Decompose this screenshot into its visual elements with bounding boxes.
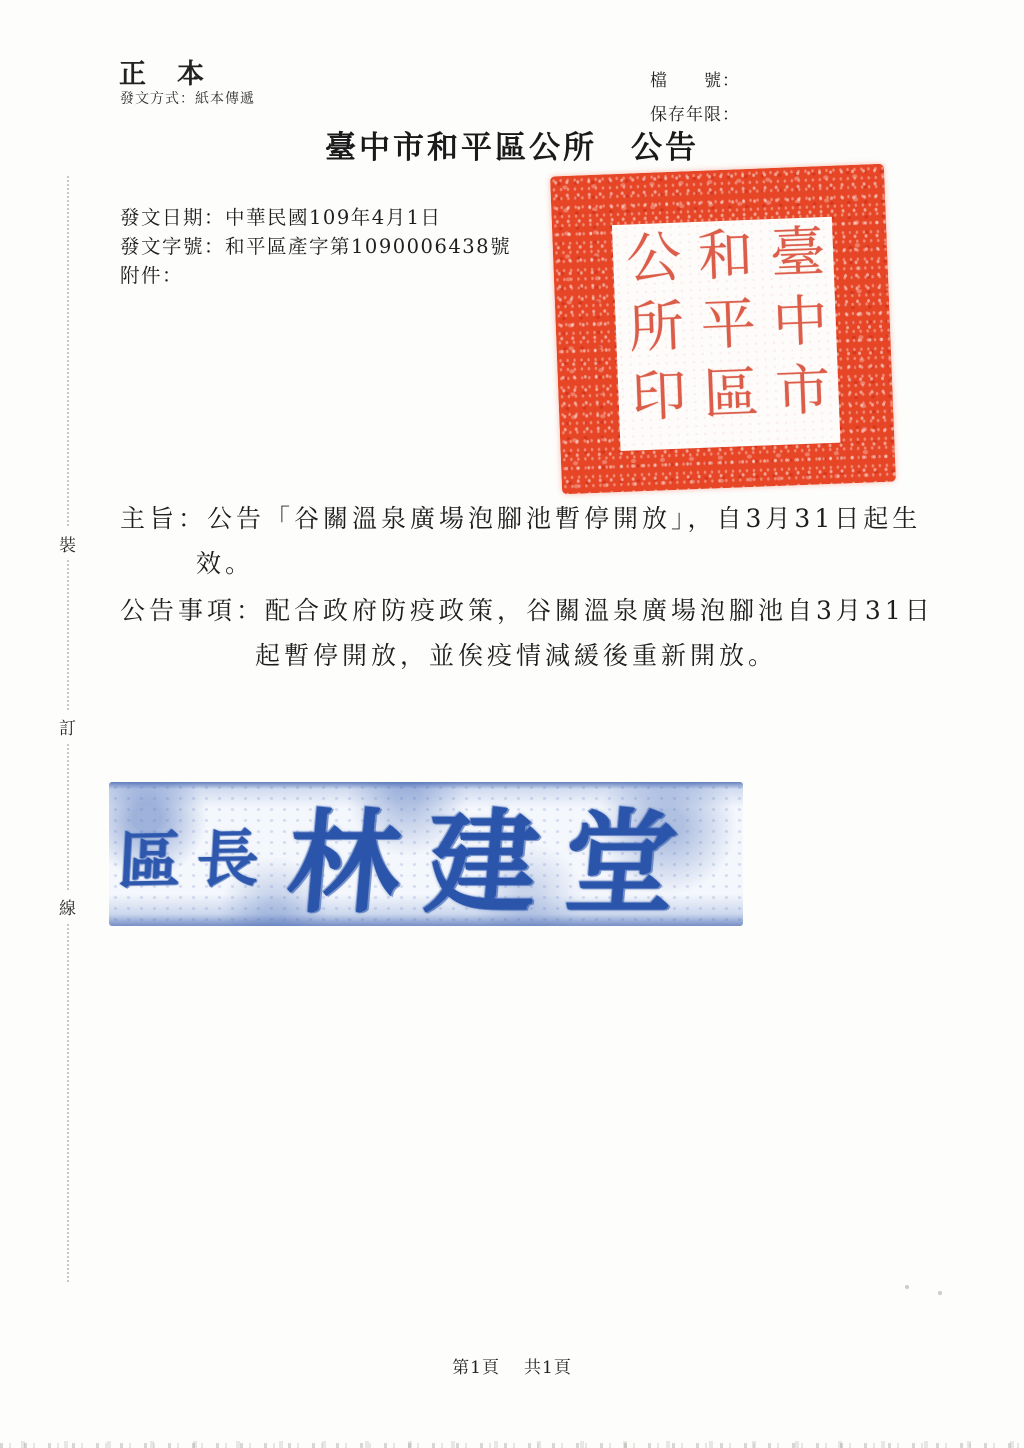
file-number-label: 檔 號： bbox=[650, 71, 740, 91]
scan-noise-strip bbox=[0, 1438, 1024, 1448]
copy-type-label: 正 本 bbox=[119, 59, 206, 90]
document-meta bbox=[120, 203, 511, 290]
official-seal-inner bbox=[612, 217, 841, 451]
footer-page-number: 第1頁 bbox=[452, 1358, 500, 1378]
announcement-paragraph bbox=[120, 588, 934, 678]
document-title: 臺中市和平區公所 公告 bbox=[325, 130, 699, 166]
delivery-method-label: 發文方式：紙本傳遞 bbox=[120, 91, 255, 107]
announcement-line-1: 公告事項：配合政府防疫政策，谷關溫泉廣場泡腳池自3月31日 bbox=[120, 596, 934, 625]
doc-number: 發文字號：和平區產字第1090006438號 bbox=[120, 235, 512, 258]
retention-period-label: 保存年限： bbox=[650, 105, 740, 125]
signature-stamp bbox=[109, 782, 743, 929]
subject-line-1: 主旨：公告「谷關溫泉廣場泡腳池暫停開放」，自3月31日起生 bbox=[120, 504, 922, 533]
signature-stamp-title: 區長 bbox=[116, 821, 277, 897]
binding-mark-zhuang: 裝 bbox=[57, 528, 78, 559]
binding-mark-xian: 線 bbox=[57, 891, 78, 922]
page-footer bbox=[0, 1353, 1024, 1378]
signature-stamp-name: 林建堂 bbox=[282, 797, 708, 929]
official-seal-stamp bbox=[550, 164, 896, 495]
subject-paragraph bbox=[120, 496, 930, 586]
binding-mark-ding: 訂 bbox=[57, 711, 78, 742]
issue-date: 發文日期：中華民國109年4月1日 bbox=[120, 206, 442, 229]
official-seal-text: 臺中市和平區公所印 bbox=[616, 222, 832, 437]
subject-line-2: 效。 bbox=[196, 549, 255, 578]
announcement-line-2: 起暫停開放，並俟疫情減緩後重新開放。 bbox=[255, 641, 778, 670]
attachment-label: 附件： bbox=[120, 264, 184, 287]
scan-speck bbox=[905, 1285, 909, 1289]
scan-speck bbox=[938, 1291, 942, 1295]
footer-total-pages: 共1頁 bbox=[524, 1358, 572, 1378]
